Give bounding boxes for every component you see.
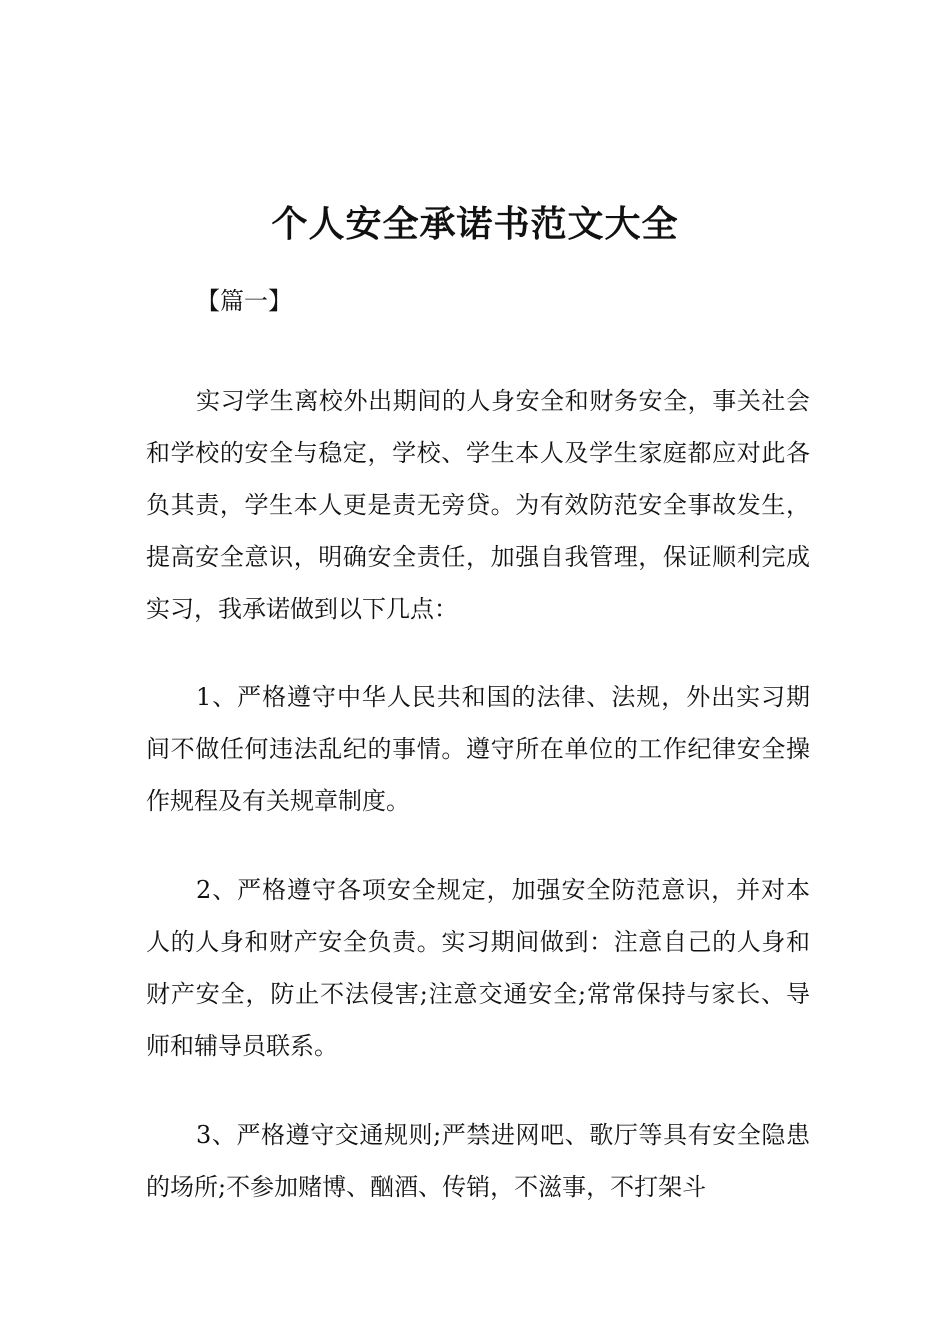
paragraph-item-3: 3、严格遵守交通规则;严禁进网吧、歌厅等具有安全隐患的场所;不参加赌博、酗酒、传销，不滋事，不打架斗 [146, 1121, 810, 1201]
paragraph-intro: 实习学生离校外出期间的人身安全和财务安全，事关社会和学校的安全与稳定，学校、学生本人及学生家庭都应对此各负其责，学生本人更是责无旁贷。为有效防范安全事故发生，提高安全意识，明确安全责任，加强自我管理，保证顺利完成实习，我承诺做到以下几点： [146, 387, 810, 623]
section-heading: 【篇一】 [196, 287, 292, 315]
paragraph-item-1: 1、严格遵守中华人民共和国的法律、法规，外出实习期间不做任何违法乱纪的事情。遵守所在单位的工作纪律安全操作规程及有关规章制度。 [146, 683, 810, 815]
paragraph-item-2: 2、严格遵守各项安全规定，加强安全防范意识，并对本人的人身和财产安全负责。实习期间做到：注意自己的人身和财产安全，防止不法侵害;注意交通安全;常常保持与家长、导师和辅导员联系。 [146, 876, 810, 1060]
document-title: 个人安全承诺书范文大全 [271, 204, 679, 246]
